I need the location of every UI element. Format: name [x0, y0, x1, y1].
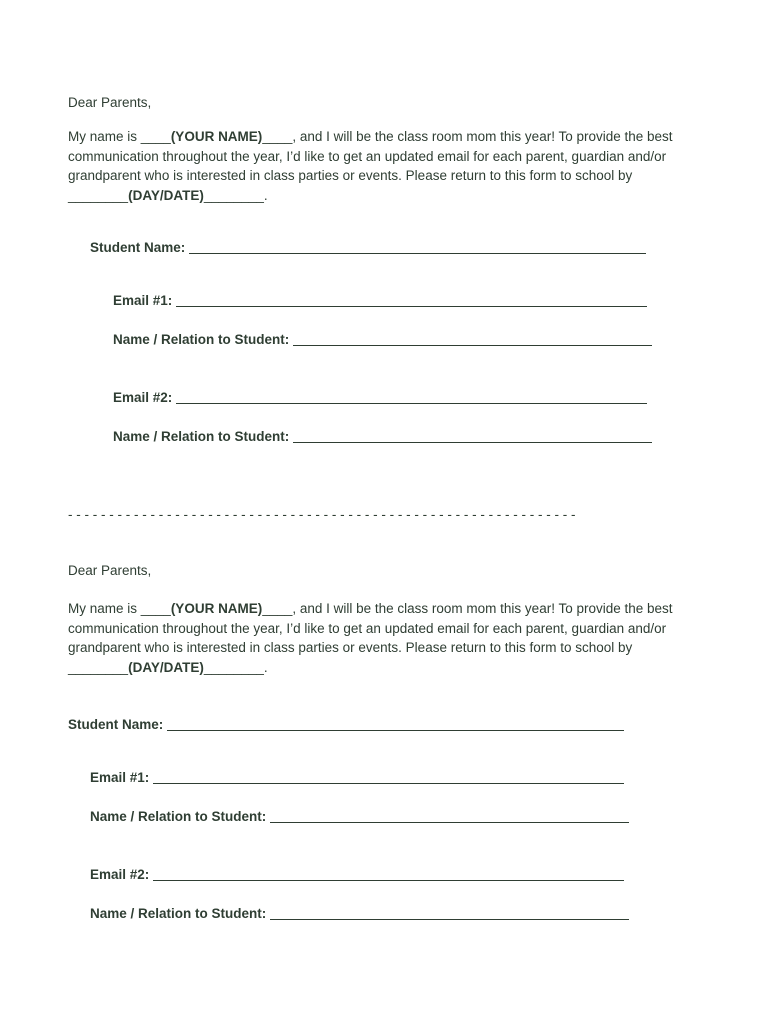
student-name-blank[interactable] — [189, 253, 646, 254]
body-text: ________ — [68, 187, 129, 203]
email-1-blank[interactable] — [153, 783, 624, 784]
relation-1-field[interactable] — [113, 332, 652, 348]
body-text: ________. — [203, 659, 268, 675]
greeting: Dear Parents, — [68, 95, 152, 110]
body-line-4 — [68, 658, 708, 678]
body-text: ____, and I will be the class room mom this year! To provide the best — [262, 129, 673, 144]
body-line-2: communication throughout the year, I’d like to get an updated email for each parent, guardian and/or — [68, 620, 667, 636]
student-name-label: Student Name: — [90, 240, 186, 255]
body-line-2: communication throughout the year, I’d like to get an updated email for each parent, guardian and/or — [68, 148, 667, 164]
body-line-3: grandparent who is interested in class parties or events. Please return to this form to school by — [68, 168, 633, 183]
email-1-field[interactable] — [90, 770, 624, 786]
email-1-label: Email #1: — [113, 293, 173, 308]
relation-2-label: Name / Relation to Student: — [113, 429, 290, 444]
email-2-field[interactable] — [113, 390, 647, 406]
student-name-blank[interactable] — [167, 730, 624, 731]
relation-2-field[interactable] — [113, 429, 652, 445]
student-name-field[interactable] — [90, 240, 646, 256]
relation-1-label: Name / Relation to Student: — [90, 809, 267, 824]
body-text: My name is ____ — [68, 601, 171, 616]
email-1-blank[interactable] — [176, 306, 647, 307]
body-text: ________. — [203, 187, 268, 203]
your-name-placeholder: (YOUR NAME) — [170, 129, 263, 144]
relation-2-blank[interactable] — [293, 442, 652, 443]
body-line-3: grandparent who is interested in class parties or events. Please return to this form to school by — [68, 640, 633, 655]
body-line-1 — [68, 599, 708, 619]
email-2-blank[interactable] — [176, 403, 647, 404]
student-name-field[interactable] — [68, 717, 624, 733]
relation-1-blank[interactable] — [270, 822, 629, 823]
body-text: ________ — [68, 659, 129, 675]
body-text: My name is ____ — [68, 129, 171, 144]
email-2-field[interactable] — [90, 867, 624, 883]
relation-2-field[interactable] — [90, 906, 629, 922]
day-date-placeholder: (DAY/DATE) — [128, 659, 204, 675]
relation-1-field[interactable] — [90, 809, 629, 825]
relation-1-label: Name / Relation to Student: — [113, 332, 290, 347]
student-name-label: Student Name: — [68, 717, 164, 732]
email-1-label: Email #1: — [90, 770, 150, 785]
letter-body — [68, 599, 708, 677]
email-1-field[interactable] — [113, 293, 647, 309]
email-2-blank[interactable] — [153, 880, 624, 881]
relation-1-blank[interactable] — [293, 345, 652, 346]
relation-2-blank[interactable] — [270, 919, 629, 920]
your-name-placeholder: (YOUR NAME) — [170, 601, 263, 616]
day-date-placeholder: (DAY/DATE) — [128, 187, 204, 203]
body-line-4 — [68, 186, 708, 206]
body-text: ____, and I will be the class room mom this year! To provide the best — [262, 601, 673, 616]
email-2-label: Email #2: — [113, 390, 173, 405]
greeting: Dear Parents, — [68, 563, 152, 578]
email-2-label: Email #2: — [90, 867, 150, 882]
cut-line-separator: - - - - - - - - - - - - - - - - - - - - - - - - - - - - - - - - - - - - - - - - - - - - - - - - - - - - - - - - - - - - - - — [68, 507, 576, 522]
body-line-1 — [68, 127, 708, 147]
relation-2-label: Name / Relation to Student: — [90, 906, 267, 921]
letter-body — [68, 127, 708, 205]
